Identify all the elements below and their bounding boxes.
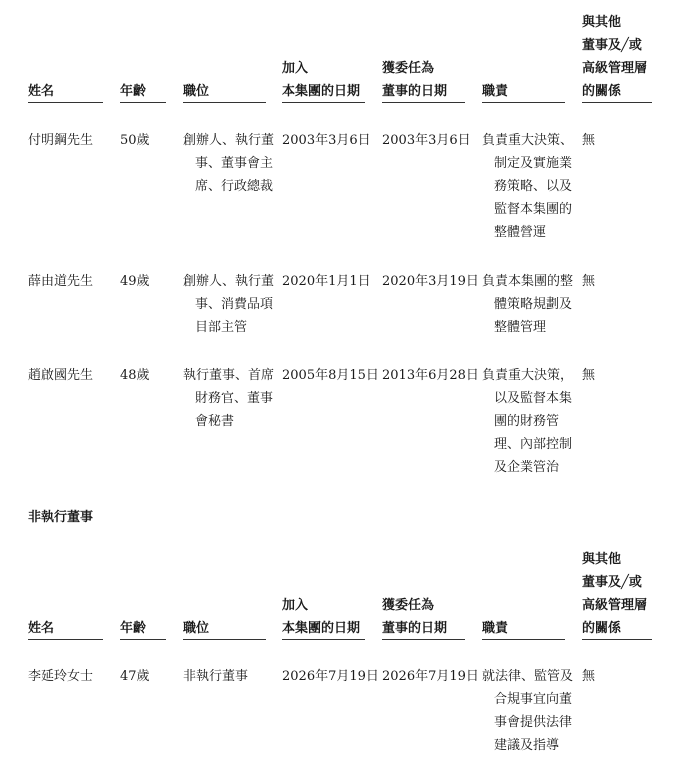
position-line: 創辦人、執行董 bbox=[183, 133, 275, 148]
director-position bbox=[183, 270, 274, 339]
duty-line: 團的財務管 bbox=[494, 414, 560, 429]
header-rule-duty bbox=[482, 102, 565, 103]
duty-line: 負責重大決策、 bbox=[482, 133, 574, 148]
header-appoint-line-2: 董事的日期 bbox=[382, 621, 448, 636]
duty-line: 監督本集團的 bbox=[494, 202, 573, 217]
director-name: 李延玲女士 bbox=[28, 669, 94, 684]
join-date: 2026年7月19日 bbox=[282, 669, 379, 684]
duty-line: 事會提供法律 bbox=[494, 715, 573, 730]
header-rule-appoint bbox=[382, 102, 465, 103]
header-name: 姓名 bbox=[28, 621, 55, 636]
duty-line: 整體營運 bbox=[494, 225, 547, 240]
header-relation-line-4: 的關係 bbox=[582, 84, 622, 99]
header-relation bbox=[582, 548, 647, 640]
header-join-line-2: 本集團的日期 bbox=[282, 84, 361, 99]
duty-line: 以及監督本集 bbox=[494, 391, 573, 406]
header-join-date bbox=[282, 57, 360, 103]
position-line: 非執行董事 bbox=[183, 669, 249, 684]
duty-line: 合規事宜向董 bbox=[494, 692, 573, 707]
duty-line: 就法律、監管及 bbox=[482, 669, 574, 684]
position-line: 目部主管 bbox=[195, 320, 248, 335]
header-relation-line-2: 董事及╱或 bbox=[582, 38, 642, 53]
header-rule-age bbox=[120, 639, 166, 640]
duty-line: 體策略規劃及 bbox=[494, 297, 573, 312]
header-rule-position bbox=[183, 102, 266, 103]
duty-line: 理、內部控制 bbox=[494, 437, 573, 452]
header-rule-join bbox=[282, 102, 365, 103]
director-duties bbox=[482, 364, 573, 479]
header-relation-line-1: 與其他 bbox=[582, 15, 622, 30]
join-date: 2003年3月6日 bbox=[282, 133, 371, 148]
position-line: 事、董事會主 bbox=[195, 156, 274, 171]
duty-line: 制定及實施業 bbox=[494, 156, 573, 171]
header-relation-line-4: 的關係 bbox=[582, 621, 622, 636]
director-position bbox=[183, 665, 248, 688]
header-rule-relation bbox=[582, 102, 652, 103]
header-appoint-date bbox=[382, 57, 447, 103]
director-relation: 無 bbox=[582, 669, 596, 684]
header-join-line-1: 加入 bbox=[282, 61, 309, 76]
header-duty: 職責 bbox=[482, 84, 509, 99]
header-name: 姓名 bbox=[28, 84, 55, 99]
duty-line: 負責本集團的整 bbox=[482, 274, 574, 289]
director-name: 薛由道先生 bbox=[28, 274, 94, 289]
position-line: 執行董事、首席 bbox=[183, 368, 275, 383]
header-appoint-line-1: 獲委任為 bbox=[382, 61, 435, 76]
director-age: 50歲 bbox=[120, 133, 150, 148]
position-line: 會秘書 bbox=[195, 414, 235, 429]
position-line: 財務官、董事 bbox=[195, 391, 274, 406]
position-line: 席、行政總裁 bbox=[195, 179, 274, 194]
header-relation-line-3: 高級管理層 bbox=[582, 61, 648, 76]
header-rule-duty bbox=[482, 639, 565, 640]
duty-line: 務策略、以及 bbox=[494, 179, 573, 194]
header-relation bbox=[582, 11, 647, 103]
appoint-date: 2003年3月6日 bbox=[382, 133, 471, 148]
header-rule-join bbox=[282, 639, 365, 640]
header-rule-appoint bbox=[382, 639, 465, 640]
director-age: 49歲 bbox=[120, 274, 150, 289]
header-rule-age bbox=[120, 102, 166, 103]
director-name: 付明鋼先生 bbox=[28, 133, 94, 148]
duty-line: 負責重大決策， bbox=[482, 368, 574, 383]
header-rule-position bbox=[183, 639, 266, 640]
header-relation-line-1: 與其他 bbox=[582, 552, 622, 567]
header-rule-relation bbox=[582, 639, 652, 640]
join-date: 2020年1月1日 bbox=[282, 274, 371, 289]
appoint-date: 2020年3月19日 bbox=[382, 274, 479, 289]
director-duties bbox=[482, 129, 573, 244]
header-relation-line-2: 董事及╱或 bbox=[582, 575, 642, 590]
header-join-line-1: 加入 bbox=[282, 598, 309, 613]
director-relation: 無 bbox=[582, 368, 596, 383]
director-position bbox=[183, 129, 274, 198]
duty-line: 建議及指導 bbox=[494, 738, 560, 753]
join-date: 2005年8月15日 bbox=[282, 368, 379, 383]
header-rule-name bbox=[28, 639, 103, 640]
header-appoint-date bbox=[382, 594, 447, 640]
director-relation: 無 bbox=[582, 274, 596, 289]
director-age: 48歲 bbox=[120, 368, 150, 383]
director-relation: 無 bbox=[582, 133, 596, 148]
header-appoint-line-1: 獲委任為 bbox=[382, 598, 435, 613]
header-join-line-2: 本集團的日期 bbox=[282, 621, 361, 636]
header-relation-line-3: 高級管理層 bbox=[582, 598, 648, 613]
director-position bbox=[183, 364, 274, 433]
header-rule-name bbox=[28, 102, 103, 103]
header-position: 職位 bbox=[183, 621, 210, 636]
header-age: 年齡 bbox=[120, 84, 147, 99]
appoint-date: 2013年6月28日 bbox=[382, 368, 479, 383]
director-duties bbox=[482, 665, 573, 757]
director-duties bbox=[482, 270, 573, 339]
header-appoint-line-2: 董事的日期 bbox=[382, 84, 448, 99]
position-line: 創辦人、執行董 bbox=[183, 274, 275, 289]
position-line: 事、消費品項 bbox=[195, 297, 274, 312]
appoint-date: 2026年7月19日 bbox=[382, 669, 479, 684]
header-duty: 職責 bbox=[482, 621, 509, 636]
duty-line: 整體管理 bbox=[494, 320, 547, 335]
section-title-non-executive: 非執行董事 bbox=[28, 510, 94, 525]
director-age: 47歲 bbox=[120, 669, 150, 684]
duty-line: 及企業管治 bbox=[494, 460, 560, 475]
director-name: 趙啟國先生 bbox=[28, 368, 94, 383]
header-position: 職位 bbox=[183, 84, 210, 99]
header-join-date bbox=[282, 594, 360, 640]
header-age: 年齡 bbox=[120, 621, 147, 636]
